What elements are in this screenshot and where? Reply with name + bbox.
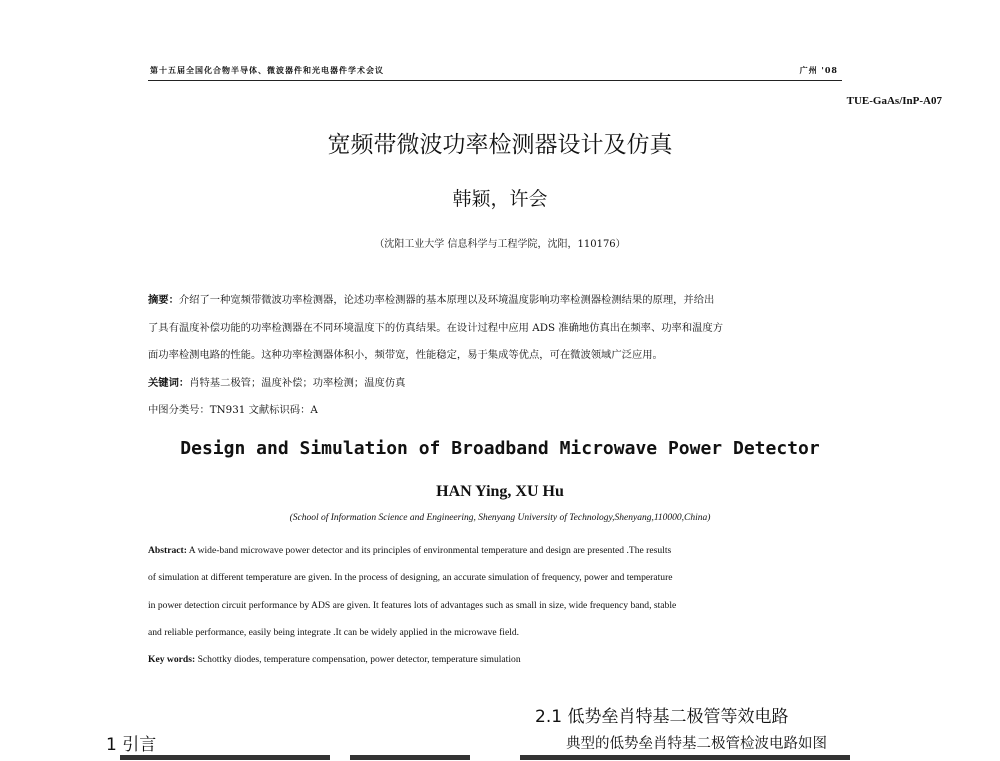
paper-code: TUE-GaAs/InP-A07 xyxy=(846,95,942,107)
abstract-english-line-4: and reliable performance, easily being integrate .It can be widely applied in the microwave field. xyxy=(148,627,520,638)
classification-number: 中图分类号：TN931 文献标识码：A xyxy=(148,404,318,416)
section-2-1-heading: 2.1 低势垒肖特基二极管等效电路 xyxy=(535,707,789,727)
abstract-chinese-line-1 xyxy=(148,291,714,306)
authors-english: HAN Ying, XU Hu xyxy=(436,483,564,500)
authors-chinese: 韩颖，许会 xyxy=(452,188,548,210)
keywords-english-text: Schottky diodes, temperature compensation, power detector, temperature simulation xyxy=(195,654,521,665)
running-header xyxy=(148,62,842,81)
keywords-chinese-text: 肖特基二极管；温度补偿；功率检测；温度仿真 xyxy=(189,377,406,389)
abstract-english-line-1 xyxy=(148,545,671,556)
section-2-1-first-line: 典型的低势垒肖特基二极管检波电路如图 xyxy=(566,736,827,752)
cropped-text-line xyxy=(100,755,880,761)
paper-title-english: Design and Simulation of Broadband Microwave Power Detector xyxy=(180,438,820,459)
abstract-label-chinese: 摘要： xyxy=(148,294,179,306)
conference-name: 第十五届全国化合物半导体、微波器件和光电器件学术会议 xyxy=(150,65,384,75)
abstract-chinese-text: 介绍了一种宽频带微波功率检测器，论述功率检测器的基本原理以及环境温度影响功率检测器检测结果的原理，并给出 xyxy=(178,294,715,306)
keywords-label-english: Key words: xyxy=(148,654,196,665)
affiliation-english: (School of Information Science and Engineering, Shenyang University of Technology,Shenyang,110000,China) xyxy=(289,513,711,523)
abstract-chinese-line-2: 了具有温度补偿功能的功率检测器在不同环境温度下的仿真结果。在设计过程中应用 ADS 准确地仿真出在频率、功率和温度方 xyxy=(148,322,724,334)
abstract-chinese-line-3: 面功率检测电路的性能。这种功率检测器体积小，频带宽，性能稳定，易于集成等优点，可在微波领域广泛应用。 xyxy=(148,349,663,361)
abstract-label-english: Abstract: xyxy=(148,545,187,556)
conference-place-year: 广州 '08 xyxy=(799,65,838,75)
abstract-english-line-2: of simulation at different temperature are given. In the process of designing, an accurate simulation of frequency, power and temperature xyxy=(148,572,673,583)
paper-title-chinese: 宽频带微波功率检测器设计及仿真 xyxy=(327,132,673,158)
abstract-english-text: A wide-band microwave power detector and its principles of environmental temperature and design are presented .The results xyxy=(186,545,672,556)
affiliation-chinese: （沈阳工业大学 信息科学与工程学院，沈阳，110176） xyxy=(374,239,626,250)
keywords-label-chinese: 关键词： xyxy=(148,377,190,389)
abstract-english-line-3: in power detection circuit performance by ADS are given. It features lots of advantages such as small in size, wide frequency band, stable xyxy=(148,600,677,611)
section-1-heading: 1 引言 xyxy=(106,735,157,755)
keywords-chinese xyxy=(148,374,405,389)
keywords-english xyxy=(148,654,521,665)
